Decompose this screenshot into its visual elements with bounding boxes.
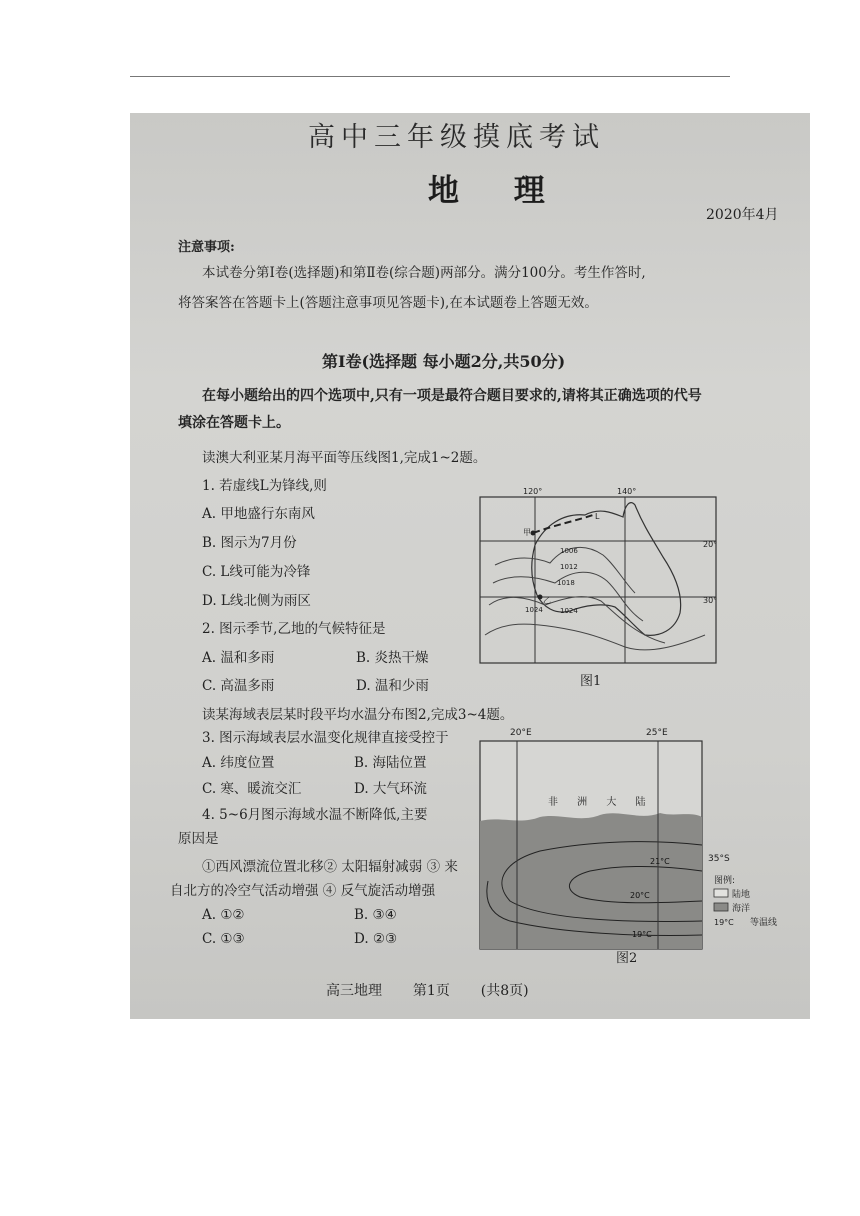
front-label-l: L [595,512,600,521]
q1-stem: 1. 若虚线L为锋线,则 [202,478,327,494]
legend-ocean-swatch [714,903,728,911]
q4-option-c: C. ①③ [202,931,245,947]
legend-isotherm-sample: 19°C [714,918,734,927]
figure2-caption: 图2 [616,951,638,966]
q1-option-a: A. 甲地盛行东南风 [202,506,315,522]
point-yi: 乙 [543,596,551,605]
q3-option-b: B. 海陆位置 [354,755,427,771]
instruction-line-1: 在每小题给出的四个选项中,只有一项是最符合题目要求的,请将其正确选项的代号 [202,388,702,404]
instruction-line-2: 填涂在答题卡上。 [178,415,290,431]
q2-option-b: B. 炎热干燥 [356,650,429,666]
fig1-lat-30: 30° [703,596,718,605]
fig2-lon-20e: 20°E [510,728,532,738]
q2-option-a: A. 温和多雨 [202,650,275,666]
continent-label: 非 洲 大 陆 [548,797,654,808]
isobar-1024-south: 1024 [560,607,578,615]
q4-option-d: D. ②③ [354,931,398,947]
q2-stem: 2. 图示季节,乙地的气候特征是 [202,621,386,637]
ocean-area [480,813,702,949]
fig1-lon-140: 140° [617,487,637,496]
fig2-lat-35s: 35°S [708,854,730,864]
isobar-1018: 1018 [557,579,575,587]
fig1-lon-120: 120° [523,487,543,496]
footer-subject: 高三地理 [326,983,382,999]
q4-option-b: B. ③④ [354,907,397,923]
point-jia: 甲 [523,528,531,537]
q4-stem-line-1: 4. 5~6月图示海域水温不断降低,主要 [202,807,428,823]
q3-option-c: C. 寒、暖流交汇 [202,781,302,797]
footer-page: 第1页 [412,983,450,999]
subject-title: 地 理 [428,173,567,209]
notice-line-2: 将答案答在答题卡上(答题注意事项见答题卡),在本试题卷上答题无效。 [178,295,598,311]
footer-total: (共8页) [480,983,529,999]
legend-land-swatch [714,889,728,897]
group1-intro: 读澳大利亚某月海平面等压线图1,完成1~2题。 [202,450,487,466]
isobar-1012: 1012 [560,563,578,571]
section-title: 第Ⅰ卷(选择题 每小题2分,共50分) [322,352,566,371]
figure1-caption: 图1 [580,674,602,689]
q1-option-c: C. L线可能为冷锋 [202,564,311,580]
q3-option-d: D. 大气环流 [354,781,427,797]
q4-options-line-1: ①西风漂流位置北移② 太阳辐射减弱 ③ 来 [202,859,458,875]
figure1-isobar-map [475,485,725,665]
isobar-1006: 1006 [560,547,578,555]
q4-option-a: A. ①② [202,907,245,923]
q1-option-b: B. 图示为7月份 [202,535,297,551]
fig1-lat-20: 20° [703,540,718,549]
q2-option-c: C. 高温多雨 [202,678,275,694]
header-rule [130,76,730,77]
q1-option-d: D. L线北侧为雨区 [202,593,311,609]
notice-line-1: 本试卷分第Ⅰ卷(选择题)和第Ⅱ卷(综合题)两部分。满分100分。考生作答时, [202,265,646,281]
isotherm-20: 20°C [630,891,650,900]
isotherm-19: 19°C [632,930,652,939]
q3-stem: 3. 图示海域表层水温变化规律直接受控于 [202,730,449,746]
q4-stem-line-2: 原因是 [178,831,219,847]
q4-options-line-2: 自北方的冷空气活动增强 ④ 反气旋活动增强 [170,883,436,899]
isotherm-21: 21°C [650,857,670,866]
page-footer [326,980,529,1000]
legend-title: 图例: [714,876,736,886]
exam-page-photo [130,113,810,1019]
figure2-sea-temperature-map [470,721,810,951]
q3-option-a: A. 纬度位置 [202,755,275,771]
australia-coastline [532,503,681,636]
exam-title: 高中三年级摸底考试 [308,122,605,153]
isobar-1024-west: 1024 [525,606,543,614]
fig2-lon-25e: 25°E [646,728,668,738]
q2-option-d: D. 温和少雨 [356,678,429,694]
legend-isotherm: 等温线 [750,918,778,928]
legend-ocean: 海洋 [732,904,751,914]
exam-date: 2020年4月 [706,207,779,223]
notice-title: 注意事项: [178,240,235,255]
figure2-legend [714,874,777,928]
group2-intro: 读某海域表层某时段平均水温分布图2,完成3~4题。 [202,707,514,723]
legend-land: 陆地 [732,890,751,900]
